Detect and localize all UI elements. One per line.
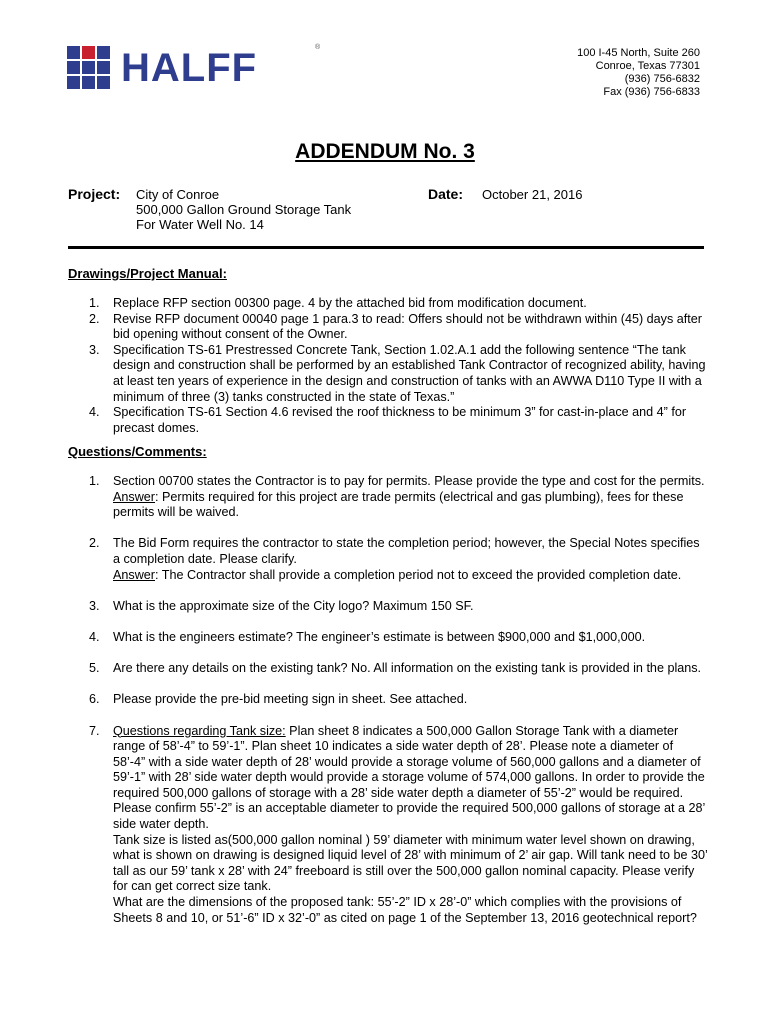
- date-label: Date:: [428, 186, 464, 202]
- list-item: 2. Revise RFP document 00040 page 1 para.3 to read: Offers should not be withdrawn within (45) days after bid opening without consent of the Owner.: [89, 311, 702, 342]
- logo-wordmark: HALFF: [121, 46, 258, 90]
- list-item: 4. What is the engineers estimate? The engineer’s estimate is between $900,000 and $1,000,000.: [89, 629, 646, 644]
- questions-list: [68, 474, 708, 942]
- list-item: 3. Specification TS-61 Prestressed Concrete Tank, Section 1.02.A.1 add the following sentence “The tank design and construction shall be performed by an established Tank Contractor of recognized ability, having at least ten years of experience in the design and construction of tanks with an AWWA D110 Type II with a minimum of three (3) tanks constructed in the state of Texas.”: [89, 342, 706, 404]
- drawings-heading: Drawings/Project Manual:: [68, 266, 227, 281]
- document-title: ADDENDUM No. 3: [295, 140, 475, 163]
- phone-line: (936) 756-6832: [624, 73, 700, 85]
- list-item: 2. The Bid Form requires the contractor to state the completion period; however, the Special Notes specifies a completion date. Please clarify. Answer: The Contractor shall provide a completion period not to exceed the provided completion date.: [89, 536, 700, 582]
- project-line: For Water Well No. 14: [136, 217, 264, 232]
- list-item: 7. Questions regarding Tank size: Plan sheet 8 indicates a 500,000 Gallon Storage Tank with a diameter range of 58’-4” to 59’-1”. Plan sheet 10 indicates a side water depth of 28’. Please note a diameter of 58’-4” with a side water depth of 28’ would provide a storage volume of 560,000 gallons and a diameter of 59’-1” with 28’ side water depth would provide a storage volume of 574,000 gallons. In order to provide the required 500,000 gallons of storage with a 28’ side water depth a diameter of 55’-2” would be required. Please confirm 55’-2” is an acceptable diameter to provide the required 500,000 gallons of storage at a 28’ side water depth. Tank size is listed as(500,000 gallon nominal ) 59’ diameter with minimum water level shown on drawing, what is shown on drawing is designed liquid level of 28’ with minimum of 2’ air gap. Will tank need to be 30’ tall as our 59’ tank x 28’ with 24” freeboard is still over the 500,000 gallon nominal capacity. Please verify for can get correct size tank. What are the dimensions of the proposed tank: 55’-2” ID x 28’-0” which complies with the provisions of Sheets 8 and 10, or 51’-6” ID x 32’-0” as cited on page 1 of the September 13, 2016 geotechnical report?: [89, 723, 708, 925]
- address-line: Conroe, Texas 77301: [595, 60, 700, 72]
- list-item: 6. Please provide the pre-bid meeting sign in sheet. See attached.: [89, 692, 468, 707]
- list-item: 3. What is the approximate size of the City logo? Maximum 150 SF.: [89, 598, 474, 613]
- logo-grid-icon: [67, 46, 110, 89]
- fax-line: Fax (936) 756-6833: [603, 86, 700, 98]
- date-value: October 21, 2016: [482, 187, 583, 202]
- company-address: [577, 47, 700, 99]
- drawings-list: [68, 296, 708, 436]
- address-line: 100 I-45 North, Suite 260: [577, 47, 700, 59]
- project-label: Project:: [68, 186, 121, 202]
- list-item: 5. Are there any details on the existing tank? No. All information on the existing tank is provided in the plans.: [89, 661, 702, 676]
- project-line: 500,000 Gallon Ground Storage Tank: [136, 202, 352, 217]
- list-item: 1. Section 00700 states the Contractor is to pay for permits. Please provide the type and cost for the permits. Answer: Permits required for this project are trade permits (electrical and gas plumbing), fees for these permits will be waived.: [89, 474, 705, 520]
- list-item: 1. Replace RFP section 00300 page. 4 by the attached bid from modification document.: [89, 296, 587, 310]
- questions-heading: Questions/Comments:: [68, 444, 207, 459]
- list-item: 4. Specification TS-61 Section 4.6 revised the roof thickness to be minimum 3” for cast-in-place and 4” for precast domes.: [89, 405, 687, 435]
- project-line: City of Conroe: [136, 187, 220, 202]
- project-details: [136, 187, 351, 232]
- horizontal-divider: [68, 246, 704, 249]
- registered-mark: ®: [315, 44, 321, 51]
